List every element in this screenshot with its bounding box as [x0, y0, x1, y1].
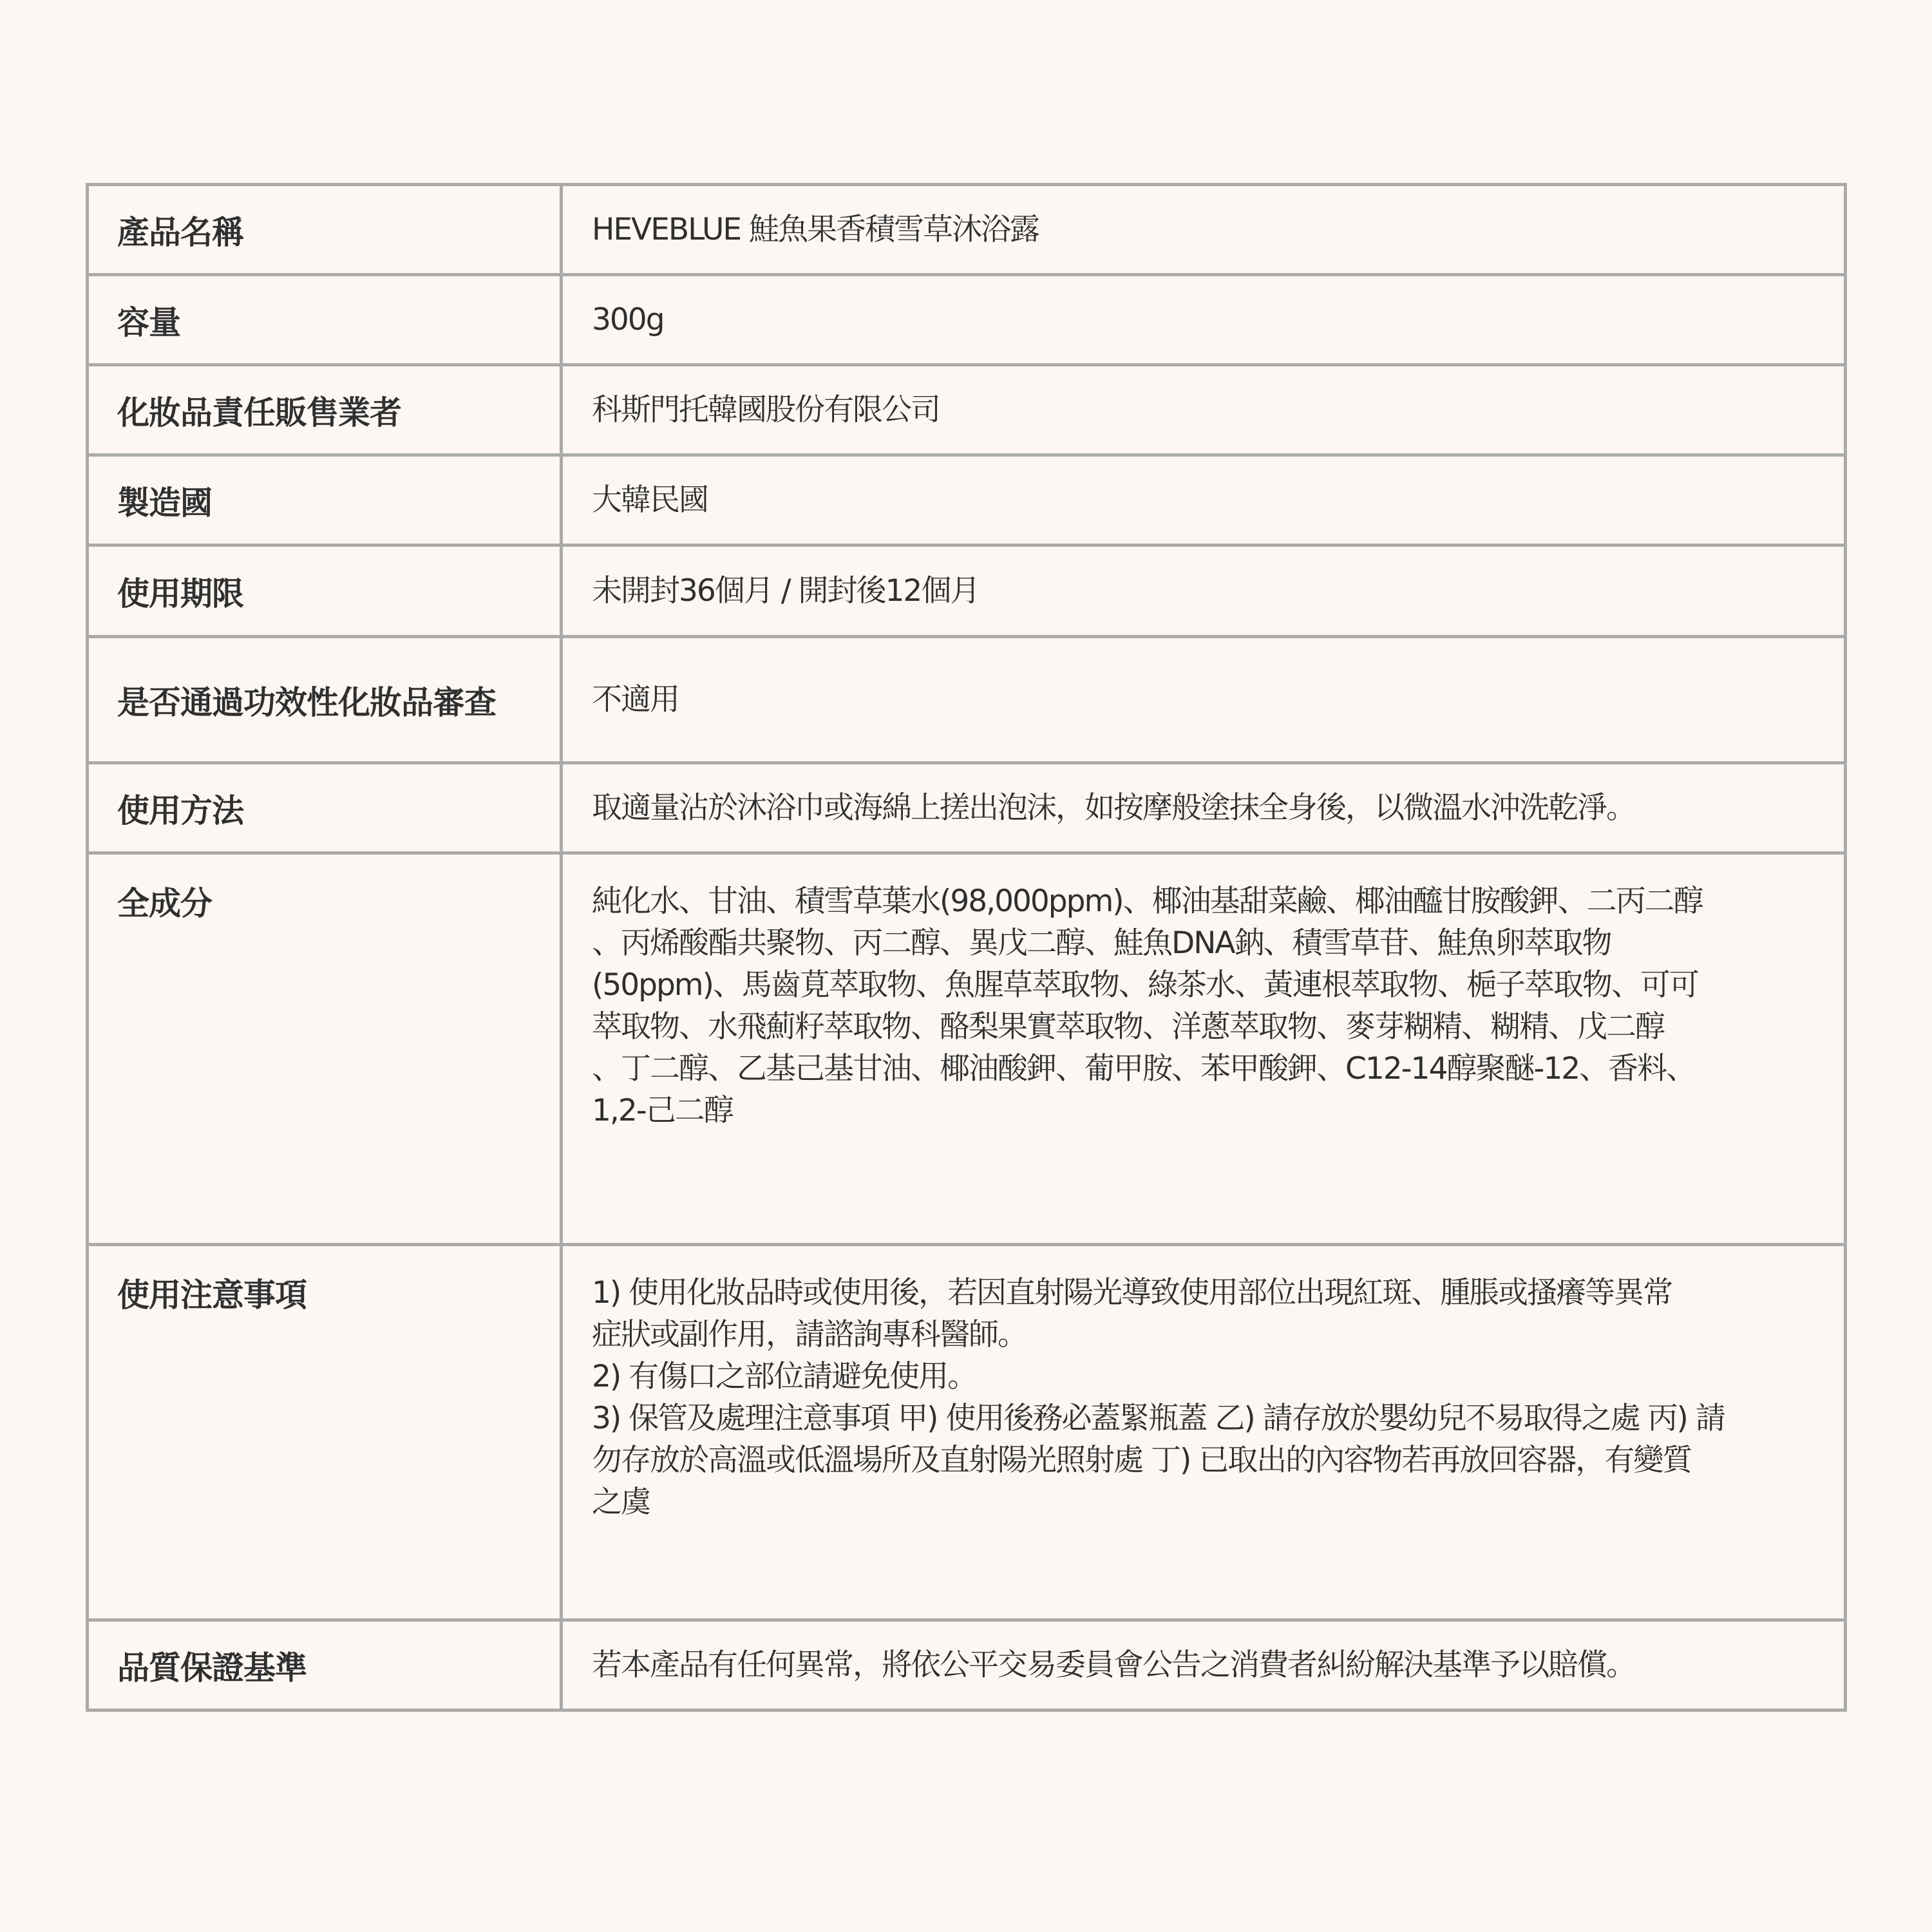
table-row-product-name — [88, 185, 1846, 275]
value-country-of-manufacture: 大韓民國 — [562, 455, 1846, 545]
value-usage: 取適量沾於沐浴巾或海綿上搓出泡沫，如按摩般塗抹全身後，以微溫水沖洗乾淨。 — [562, 763, 1846, 853]
ingredients-line: 純化水、甘油、積雪草葉水(98,000ppm)、椰油基甜菜鹼、椰油醯甘胺酸鉀、二丙二醇 — [592, 884, 1703, 919]
table-row-volume — [88, 275, 1846, 365]
value-functional-review: 不適用 — [562, 637, 1846, 763]
value-precautions — [562, 1245, 1846, 1620]
label-expiry: 使用期限 — [88, 545, 562, 637]
table-row-usage — [88, 763, 1846, 853]
table-row-ingredients — [88, 853, 1846, 1245]
table-row-responsible-seller — [88, 365, 1846, 455]
label-product-name: 產品名稱 — [88, 185, 562, 275]
label-precautions: 使用注意事項 — [88, 1245, 562, 1620]
precautions-line: 勿存放於高溫或低溫場所及直射陽光照射處 丁) 已取出的內容物若再放回容器，有變質 — [592, 1443, 1692, 1478]
label-functional-review: 是否通過功效性化妝品審查 — [88, 637, 562, 763]
value-ingredients — [562, 853, 1846, 1245]
label-quality-guarantee: 品質保證基準 — [88, 1620, 562, 1710]
value-volume: 300g — [562, 275, 1846, 365]
product-spec-table — [86, 183, 1847, 1712]
value-quality-guarantee: 若本產品有任何異常，將依公平交易委員會公告之消費者糾紛解決基準予以賠償。 — [562, 1620, 1846, 1710]
ingredients-line: 萃取物、水飛薊籽萃取物、酪梨果實萃取物、洋蔥萃取物、麥芽糊精、糊精、戊二醇 — [592, 1009, 1664, 1045]
precautions-line: 2) 有傷口之部位請避免使用。 — [592, 1359, 977, 1394]
label-usage: 使用方法 — [88, 763, 562, 853]
table-row-expiry — [88, 545, 1846, 637]
ingredients-line: (50ppm)、馬齒莧萃取物、魚腥草萃取物、綠茶水、黃連根萃取物、梔子萃取物、可可 — [592, 967, 1698, 1003]
table-row-quality-guarantee — [88, 1620, 1846, 1710]
label-responsible-seller: 化妝品責任販售業者 — [88, 365, 562, 455]
label-ingredients: 全成分 — [88, 853, 562, 1245]
value-expiry: 未開封36個月 / 開封後12個月 — [562, 545, 1846, 637]
value-product-name: HEVEBLUE 鮭魚果香積雪草沐浴露 — [562, 185, 1846, 275]
label-country-of-manufacture: 製造國 — [88, 455, 562, 545]
value-responsible-seller: 科斯門托韓國股份有限公司 — [562, 365, 1846, 455]
precautions-line: 症狀或副作用，請諮詢專科醫師。 — [592, 1317, 1027, 1352]
table-row-country-of-manufacture — [88, 455, 1846, 545]
label-volume: 容量 — [88, 275, 562, 365]
precautions-line: 之虞 — [592, 1484, 650, 1520]
precautions-line: 1) 使用化妝品時或使用後，若因直射陽光導致使用部位出現紅斑、腫脹或搔癢等異常 — [592, 1275, 1672, 1311]
precautions-line: 3) 保管及處理注意事項 甲) 使用後務必蓋緊瓶蓋 乙) 請存放於嬰幼兒不易取得之處 丙) 請 — [592, 1401, 1725, 1436]
table-row-precautions — [88, 1245, 1846, 1620]
ingredients-line: 1,2-己二醇 — [592, 1093, 733, 1128]
table-row-functional-review — [88, 637, 1846, 763]
ingredients-line: 、丙烯酸酯共聚物、丙二醇、異戊二醇、鮭魚DNA鈉、積雪草苷、鮭魚卵萃取物 — [592, 925, 1611, 961]
ingredients-line: 、丁二醇、乙基己基甘油、椰油酸鉀、葡甲胺、苯甲酸鉀、C12-14醇聚醚-12、香料、 — [592, 1051, 1696, 1086]
